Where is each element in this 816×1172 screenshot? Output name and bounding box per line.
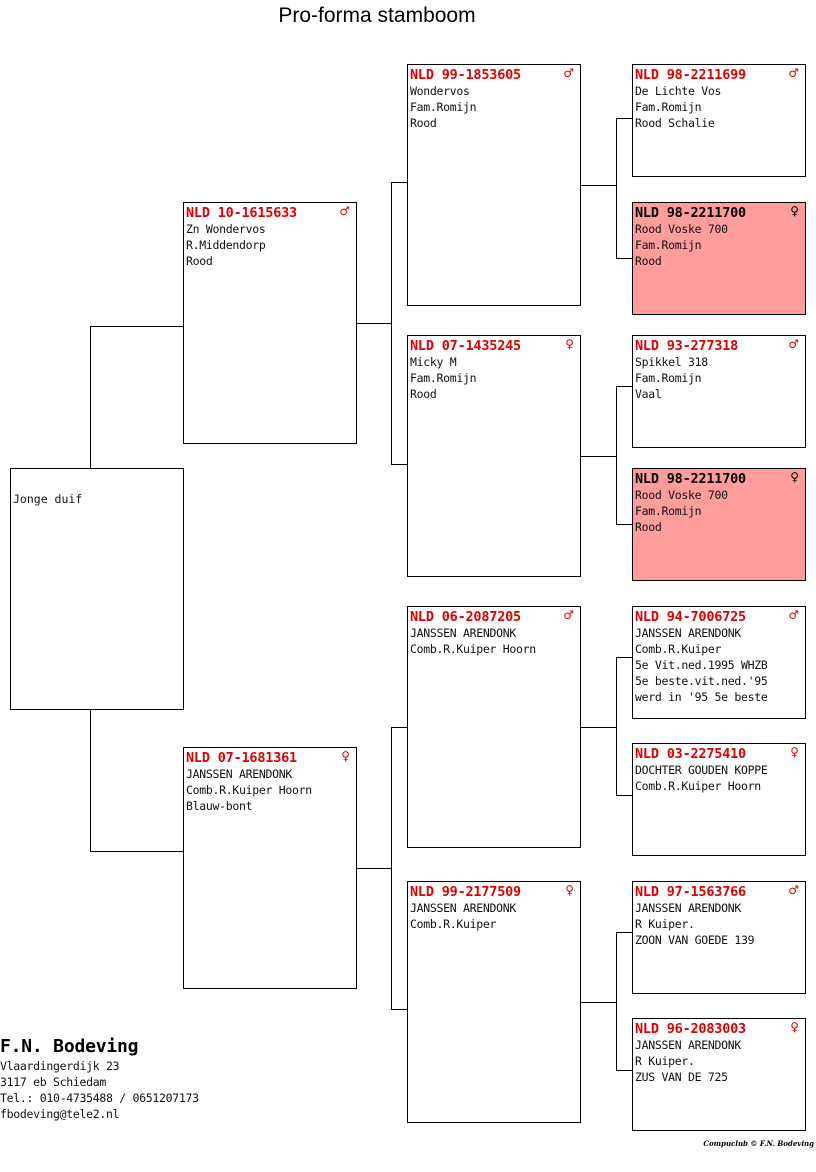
ring-number: NLD 07-1435245	[410, 338, 521, 354]
pigeon-info-line: JANSSEN ARENDONK	[635, 626, 741, 640]
connector-line	[391, 1009, 407, 1010]
ring-number: NLD 06-2087205	[410, 609, 521, 625]
pigeon-info-line: Comb.R.Kuiper Hoorn	[186, 783, 312, 797]
breeder-city: 3117 eb Schiedam	[0, 1075, 106, 1089]
connector-line	[90, 851, 183, 852]
footer-credit: Compuclub © F.N. Bodeving	[703, 1139, 814, 1148]
pigeon-info-line: werd in '95 5e beste	[635, 690, 768, 704]
pigeon-card-mmf	[632, 881, 806, 994]
male-icon: ♂	[788, 337, 799, 351]
connector-line	[391, 727, 392, 1010]
pigeon-info-line: 5e beste.vit.ned.'95	[635, 674, 768, 688]
connector-line	[616, 524, 632, 525]
male-icon: ♂	[788, 883, 799, 897]
breeder-address: Vlaardingerdijk 23	[0, 1059, 120, 1073]
pigeon-info-line: Spikkel 318	[635, 355, 708, 369]
pigeon-card-ff	[407, 64, 581, 306]
pigeon-info-line: JANSSEN ARENDONK	[635, 901, 741, 915]
pigeon-info-line: Fam.Romijn	[410, 100, 477, 114]
connector-line	[616, 118, 617, 259]
pigeon-info-line: Vaal	[635, 387, 662, 401]
connector-line	[616, 795, 632, 796]
ring-number: NLD 07-1681361	[186, 750, 297, 766]
male-icon: ♂	[788, 608, 799, 622]
pigeon-card-m	[183, 747, 357, 989]
female-icon: ♀	[790, 1020, 799, 1034]
ring-number: NLD 10-1615633	[186, 205, 297, 221]
pigeon-info-line: Comb.R.Kuiper	[635, 642, 722, 656]
pigeon-info-line: Micky M	[410, 355, 457, 369]
connector-line	[581, 727, 616, 728]
pigeon-info-line: Fam.Romijn	[410, 371, 477, 385]
pigeon-info-line: Fam.Romijn	[635, 238, 702, 252]
connector-line	[616, 118, 632, 119]
page-title: Pro-forma stamboom	[278, 4, 476, 27]
connector-line	[90, 326, 91, 468]
pigeon-card-mmm	[632, 1018, 806, 1131]
pigeon-info-line: JANSSEN ARENDONK	[410, 626, 516, 640]
pigeon-info-line: R Kuiper.	[635, 917, 695, 931]
pigeon-info-line: Comb.R.Kuiper Hoorn	[410, 642, 536, 656]
pigeon-info-line: Fam.Romijn	[635, 371, 702, 385]
female-icon: ♀	[565, 883, 574, 897]
ring-number: NLD 98-2211700	[635, 205, 746, 221]
connector-line	[391, 464, 407, 465]
male-icon: ♂	[339, 204, 350, 218]
pigeon-info-line: ZUS VAN DE 725	[635, 1070, 728, 1084]
female-icon: ♀	[565, 337, 574, 351]
connector-line	[616, 386, 632, 387]
pigeon-card-fm	[407, 335, 581, 577]
breeder-info	[0, 1036, 199, 1122]
pigeon-info-line: ZOON VAN GOEDE 139	[635, 933, 755, 947]
pigeon-info-line: JANSSEN ARENDONK	[186, 767, 292, 781]
pigeon-card-f	[183, 202, 357, 444]
ring-number: NLD 93-277318	[635, 338, 739, 354]
connector-line	[90, 326, 183, 327]
ring-number: NLD 98-2211699	[635, 67, 746, 83]
pigeon-card-fmm	[632, 468, 806, 581]
pigeon-info-line: JANSSEN ARENDONK	[410, 901, 516, 915]
connector-line	[616, 657, 617, 796]
female-icon: ♀	[790, 204, 799, 218]
female-icon: ♀	[341, 749, 350, 763]
pigeon-info-line: R Kuiper.	[635, 1054, 695, 1068]
connector-line	[616, 258, 632, 259]
ring-number: NLD 96-2083003	[635, 1021, 746, 1037]
pigeon-info-line: Zn Wondervos	[186, 222, 266, 236]
connector-line	[581, 1002, 616, 1003]
ring-number: NLD 99-2177509	[410, 884, 521, 900]
ring-number: NLD 94-7006725	[635, 609, 746, 625]
connector-line	[357, 323, 391, 324]
pigeon-info-line: 5e Vit.ned.1995 WHZB	[635, 658, 768, 672]
pigeon-info-line: De Lichte Vos	[635, 84, 722, 98]
connector-line	[391, 182, 407, 183]
male-icon: ♂	[563, 608, 574, 622]
pigeon-card-mf	[407, 606, 581, 848]
pigeon-info-line: Wondervos	[410, 84, 470, 98]
ring-number: NLD 98-2211700	[635, 471, 746, 487]
pigeon-card-mm	[407, 881, 581, 1123]
connector-line	[616, 657, 632, 658]
pigeon-info-line: Rood	[635, 254, 662, 268]
female-icon: ♀	[790, 470, 799, 484]
subject-box	[10, 468, 184, 710]
connector-line	[616, 932, 617, 1071]
connector-line	[616, 932, 632, 933]
pigeon-info-line: Rood	[410, 116, 437, 130]
pigeon-info-line: Comb.R.Kuiper	[410, 917, 497, 931]
ring-number: NLD 97-1563766	[635, 884, 746, 900]
pigeon-card-mfm	[632, 743, 806, 856]
pigeon-info-line: Fam.Romijn	[635, 100, 702, 114]
pigeon-info-line: Rood	[410, 387, 437, 401]
pigeon-info-line: DOCHTER GOUDEN KOPPE	[635, 763, 768, 777]
pigeon-card-ffm	[632, 202, 806, 315]
breeder-phone: Tel.: 010-4735488 / 0651207173	[0, 1091, 199, 1105]
male-icon: ♂	[563, 66, 574, 80]
pigeon-card-mff	[632, 606, 806, 719]
breeder-name: F.N. Bodeving	[0, 1036, 139, 1057]
connector-line	[90, 710, 91, 851]
pigeon-info-line: Fam.Romijn	[635, 504, 702, 518]
breeder-email: fbodeving@tele2.nl	[0, 1107, 120, 1121]
connector-line	[391, 727, 407, 728]
ring-number: NLD 03-2275410	[635, 746, 746, 762]
pigeon-card-fff	[632, 64, 806, 177]
pigeon-info-line: Blauw-bont	[186, 799, 253, 813]
connector-line	[581, 185, 616, 186]
pigeon-card-fmf	[632, 335, 806, 448]
pigeon-info-line: R.Middendorp	[186, 238, 266, 252]
connector-line	[357, 868, 391, 869]
pigeon-info-line: Comb.R.Kuiper Hoorn	[635, 779, 761, 793]
pigeon-info-line: Rood	[635, 520, 662, 534]
subject-label: Jonge duif	[13, 492, 83, 506]
pigeon-info-line: Rood	[186, 254, 213, 268]
female-icon: ♀	[790, 745, 799, 759]
connector-line	[616, 1070, 632, 1071]
pigeon-info-line: Rood Voske 700	[635, 488, 728, 502]
male-icon: ♂	[788, 66, 799, 80]
pigeon-info-line: Rood Voske 700	[635, 222, 728, 236]
ring-number: NLD 99-1853605	[410, 67, 521, 83]
pigeon-info-line: Rood Schalie	[635, 116, 715, 130]
connector-line	[581, 456, 616, 457]
connector-line	[616, 386, 617, 525]
connector-line	[391, 182, 392, 465]
pigeon-info-line: JANSSEN ARENDONK	[635, 1038, 741, 1052]
